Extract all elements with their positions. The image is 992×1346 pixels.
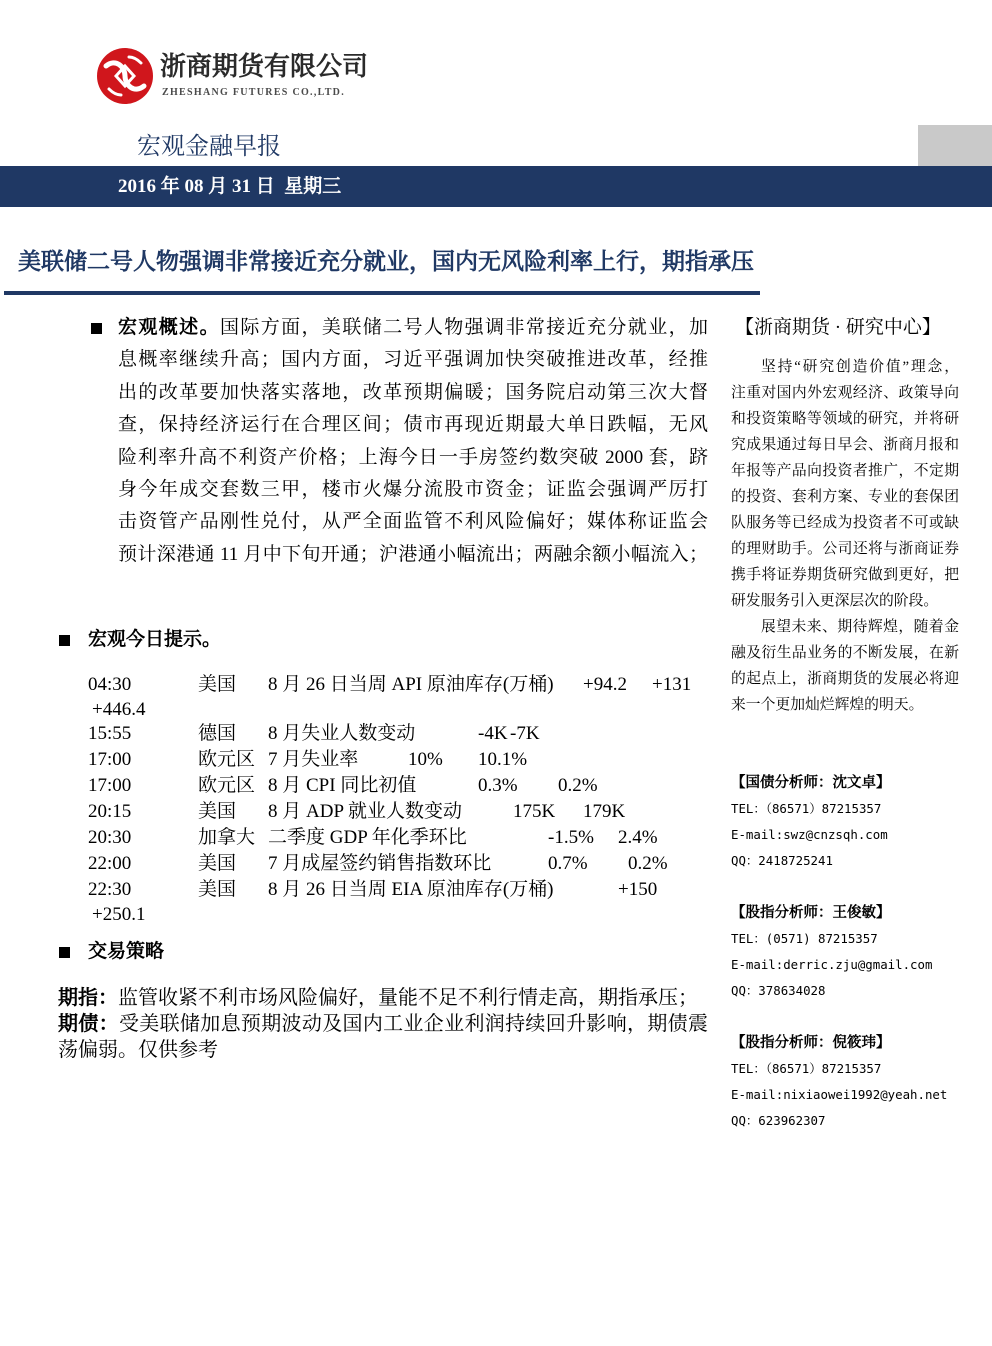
sidebar-intro xyxy=(731,354,959,718)
strategy-item xyxy=(58,1011,708,1037)
overview-line: 出的改革要加快落实落地，改革预期偏暖；国务院启动第三次大督 xyxy=(118,381,708,403)
event-row xyxy=(0,877,720,903)
event-row-wrap xyxy=(0,902,720,928)
analyst-email: E-mail:derric.zju@gmail.com xyxy=(731,957,933,972)
analyst-contacts xyxy=(731,770,981,1160)
overview-text: 国际方面，美联储二号人物强调非常接近充分就业，加 xyxy=(219,317,708,338)
event-time: 04:30 xyxy=(88,674,132,695)
event-time: 20:30 xyxy=(88,827,132,848)
event-value: -1.5% xyxy=(548,827,594,848)
company-name-cn: 浙商期货有限公司 xyxy=(160,51,369,81)
strategy-item xyxy=(58,985,708,1011)
sidebar-line: 的理财助手。公司还将与浙商证券 xyxy=(731,541,959,557)
strategy-label: 期债： xyxy=(58,1013,119,1035)
strategy-label: 期指： xyxy=(58,987,118,1009)
event-name: 二季度 GDP 年化季环比 xyxy=(268,827,467,848)
analyst-tel: TEL：（86571）87215357 xyxy=(731,801,882,816)
event-time: 22:30 xyxy=(88,879,132,900)
event-value: +150 xyxy=(618,879,658,900)
event-row xyxy=(0,825,720,851)
report-date: 2016 年 08 月 31 日 星期三 xyxy=(118,176,342,197)
event-country: 美国 xyxy=(198,879,237,900)
event-value: 2.4% xyxy=(618,827,658,848)
analyst-email: E-mail:swz@cnzsqh.com xyxy=(731,827,888,842)
sidebar-line: 和投资策略等领域的研究，并将研 xyxy=(731,411,959,427)
analyst-qq: QQ：2418725241 xyxy=(731,853,833,868)
page-title: 美联储二号人物强调非常接近充分就业，国内无风险利率上行，期指承压 xyxy=(18,248,754,274)
calendar-heading: 宏观今日提示。 xyxy=(88,629,222,650)
event-name: 8 月 26 日当周 API 原油库存(万桶) xyxy=(268,674,554,695)
overview-line: 查，保持经济运行在合理区间；债市再现近期最大单日跌幅，无风 xyxy=(118,414,708,436)
sidebar-line: 究成果通过每日早会、浙商月报和 xyxy=(731,437,959,453)
event-value: +446.4 xyxy=(92,699,146,720)
strategy-heading: 交易策略 xyxy=(88,941,165,962)
event-country: 德国 xyxy=(198,723,237,744)
company-name-en: ZHESHANG FUTURES CO.,LTD. xyxy=(162,87,345,98)
event-country: 美国 xyxy=(198,674,237,695)
event-country: 欧元区 xyxy=(198,749,256,770)
analyst-card xyxy=(731,900,981,1004)
overview-lead: 宏观概述。 xyxy=(118,317,220,338)
macro-overview-paragraph xyxy=(118,312,708,571)
analyst-card xyxy=(731,1030,981,1134)
event-value: -7K xyxy=(510,723,540,744)
event-row xyxy=(0,773,720,799)
analyst-tel: TEL：（86571）87215357 xyxy=(731,1061,882,1076)
event-value: -4K xyxy=(478,723,508,744)
event-value: +94.2 xyxy=(583,674,627,695)
event-value: 10% xyxy=(408,749,443,770)
sidebar-line: 的起点上，浙商期货的发展必将迎 xyxy=(731,671,959,687)
overview-line: 险利率升高不利资产价格；上海今日一手房签约数突破 2000 套，跻 xyxy=(118,446,708,468)
event-value: 0.7% xyxy=(548,853,588,874)
event-country: 美国 xyxy=(198,853,237,874)
event-country: 欧元区 xyxy=(198,775,256,796)
square-bullet-icon xyxy=(59,947,70,958)
event-time: 20:15 xyxy=(88,801,132,822)
sidebar-line: 携手将证券期货研究做到更好，把 xyxy=(731,567,959,583)
event-name: 8 月失业人数变动 xyxy=(268,723,416,744)
event-row xyxy=(0,851,720,877)
analyst-heading: 【股指分析师：王俊敏】 xyxy=(731,905,891,921)
event-value: 0.3% xyxy=(478,775,518,796)
sidebar-title: 【浙商期货 · 研究中心】 xyxy=(735,317,941,338)
event-value: 10.1% xyxy=(478,749,528,770)
event-value: 0.2% xyxy=(558,775,598,796)
event-name: 7 月失业率 xyxy=(268,749,359,770)
sidebar-line: 坚持“研究创造价值”理念， xyxy=(761,359,959,375)
event-name: 8 月 ADP 就业人数变动 xyxy=(268,801,463,822)
overview-line: 击资管产品刚性兑付，从严全面监管不利风险偏好；媒体称证监会 xyxy=(118,511,708,533)
analyst-qq: QQ：623962307 xyxy=(731,1113,826,1128)
event-time: 17:00 xyxy=(88,775,132,796)
event-time: 15:55 xyxy=(88,723,132,744)
analyst-heading: 【国债分析师：沈文卓】 xyxy=(731,775,891,791)
overview-line: 身今年成交套数三甲，楼市火爆分流股市资金；证监会强调严厉打 xyxy=(118,479,708,501)
overview-line xyxy=(118,312,708,344)
strategy-text: 受美联储加息预期波动及国内工业企业利润持续回升影响，期债震 xyxy=(118,1013,709,1035)
square-bullet-icon xyxy=(91,323,102,334)
strategy-body xyxy=(58,985,708,1063)
sidebar-line: 队服务等已经成为投资者不可或缺 xyxy=(731,515,959,531)
sidebar-line: 年报等产品向投资者推广，不定期 xyxy=(731,463,959,479)
event-country: 美国 xyxy=(198,801,237,822)
analyst-card xyxy=(731,770,981,874)
sidebar-line: 融及衍生品业务的不断发展，在新 xyxy=(731,645,959,661)
event-row xyxy=(0,721,720,747)
event-name: 7 月成屋签约销售指数环比 xyxy=(268,853,492,874)
event-value: +250.1 xyxy=(92,904,146,925)
company-logo xyxy=(95,45,155,107)
sidebar-line: 来一个更加灿烂辉煌的明天。 xyxy=(731,697,924,713)
sidebar-line: 展望未来、期待辉煌，随着金 xyxy=(761,619,959,635)
analyst-heading: 【股指分析师：倪筱玮】 xyxy=(731,1035,891,1051)
event-row xyxy=(0,747,720,773)
event-row-wrap xyxy=(0,697,720,723)
overview-line: 息概率继续升高；国内方面，习近平强调加快突破推进改革，经推 xyxy=(118,349,708,371)
event-value: 0.2% xyxy=(628,853,668,874)
sidebar-line: 研发服务引入更深层次的阶段。 xyxy=(731,593,939,609)
analyst-tel: TEL：(0571) 87215357 xyxy=(731,931,878,946)
event-row xyxy=(0,672,720,698)
analyst-email: E-mail:nixiaowei1992@yeah.net xyxy=(731,1087,948,1102)
square-bullet-icon xyxy=(59,635,70,646)
header-gray-tab xyxy=(918,125,992,166)
event-name: 8 月 CPI 同比初值 xyxy=(268,775,417,796)
event-value: 175K xyxy=(513,801,556,822)
event-value: 179K xyxy=(583,801,626,822)
strategy-text: 荡偏弱。仅供参考 xyxy=(58,1039,218,1061)
sidebar-line: 的投资、套利方案、专业的套保团 xyxy=(731,489,959,505)
event-row xyxy=(0,799,720,825)
analyst-qq: QQ：378634028 xyxy=(731,983,826,998)
event-country: 加拿大 xyxy=(198,827,256,848)
overview-line: 预计深港通 11 月中下旬开通；沪港通小幅流出；两融余额小幅流入； xyxy=(118,543,708,565)
sidebar-line: 注重对国内外宏观经济、政策导向 xyxy=(731,385,959,401)
event-time: 22:00 xyxy=(88,853,132,874)
title-divider xyxy=(4,291,760,295)
event-value: +131 xyxy=(652,674,692,695)
report-name: 宏观金融早报 xyxy=(137,133,281,160)
event-time: 17:00 xyxy=(88,749,132,770)
event-name: 8 月 26 日当周 EIA 原油库存(万桶) xyxy=(268,879,554,900)
strategy-text: 监管收紧不利市场风险偏好，量能不足不利行情走高，期指承压； xyxy=(118,987,698,1009)
